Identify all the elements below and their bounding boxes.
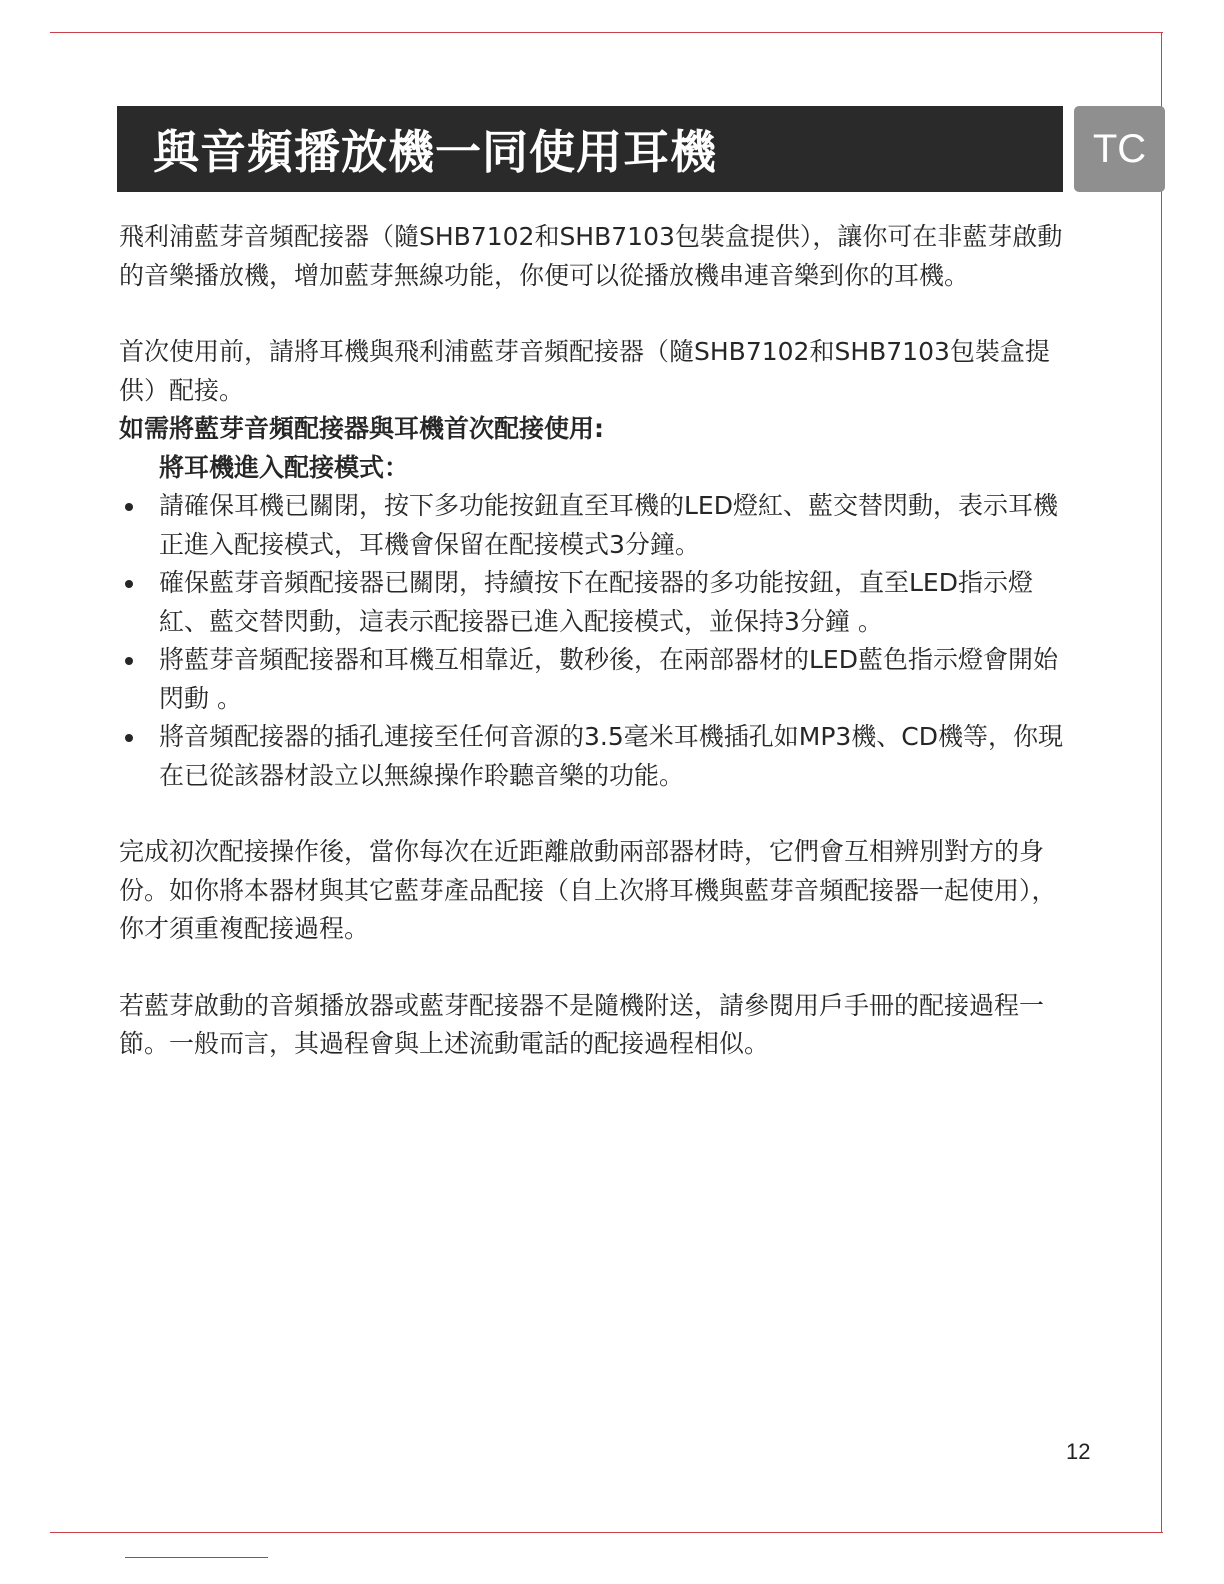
bullet-icon [125,503,133,511]
footer-link-underline [125,1557,268,1558]
paragraph-spacer [119,795,1065,833]
bullet-icon [125,657,133,665]
page-frame-bottom [50,1532,1163,1533]
page-title-bar [117,106,1063,192]
step-text: 請確保耳機已關閉，按下多功能按鈕直至耳機的LED燈紅、藍交替閃動，表示耳機正進入配接模式，耳機會保留在配接模式3分鐘。 [159,491,1058,559]
intro-paragraph: 飛利浦藍芽音頻配接器（隨SHB7102和SHB7103包裝盒提供），讓你可在非藍芽啟動的音樂播放機，增加藍芽無線功能，你便可以從播放機串連音樂到你的耳機。 [119,222,1063,290]
bullet-icon [125,734,133,742]
step-text: 確保藍芽音頻配接器已關閉，持續按下在配接器的多功能按鈕，直至LED指示燈紅、藍交替閃動，這表示配接器已進入配接模式，並保持3分鐘 。 [159,568,1033,636]
step-text: 將藍芽音頻配接器和耳機互相靠近，數秒後，在兩部器材的LED藍色指示燈會開始閃動 。 [159,645,1058,713]
page-frame-right [1161,32,1162,1533]
list-item [119,641,1065,718]
after-pairing-paragraph: 完成初次配接操作後，當你每次在近距離啟動兩部器材時，它們會互相辨別對方的身份。如你將本器材與其它藍芽產品配接（自上次將耳機與藍芽音頻配接器一起使用），你才須重複配接過程。 [119,837,1057,943]
list-item [119,718,1065,795]
bullet-icon [125,580,133,588]
before-first-use-paragraph: 首次使用前，請將耳機與飛利浦藍芽音頻配接器（隨SHB7102和SHB7103包裝盒提供）配接。 [119,337,1050,405]
language-tab [1074,106,1165,192]
page-number: 12 [1066,1439,1091,1464]
main-content [119,218,1065,1064]
pairing-steps-list [119,487,1065,795]
not-supplied-paragraph: 若藍芽啟動的音頻播放器或藍芽配接器不是隨機附送，請參閱用戶手冊的配接過程一節。一般而言，其過程會與上述流動電話的配接過程相似。 [119,990,1045,1058]
page-title: 與音頻播放機一同使用耳機 [153,125,717,179]
paragraph-spacer [119,295,1065,333]
pairing-subheading: 將耳機進入配接模式： [159,452,410,482]
list-item [119,487,1065,564]
paragraph-spacer [119,949,1065,987]
page-frame-top [50,32,1163,33]
step-text: 將音頻配接器的插孔連接至任何音源的3.5毫米耳機插孔如MP3機、CD機等，你現在已從該器材設立以無線操作聆聽音樂的功能。 [159,722,1064,790]
pairing-heading: 如需將藍芽音頻配接器與耳機首次配接使用: [119,414,604,443]
language-tab-label: TC [1092,126,1147,171]
list-item [119,564,1065,641]
